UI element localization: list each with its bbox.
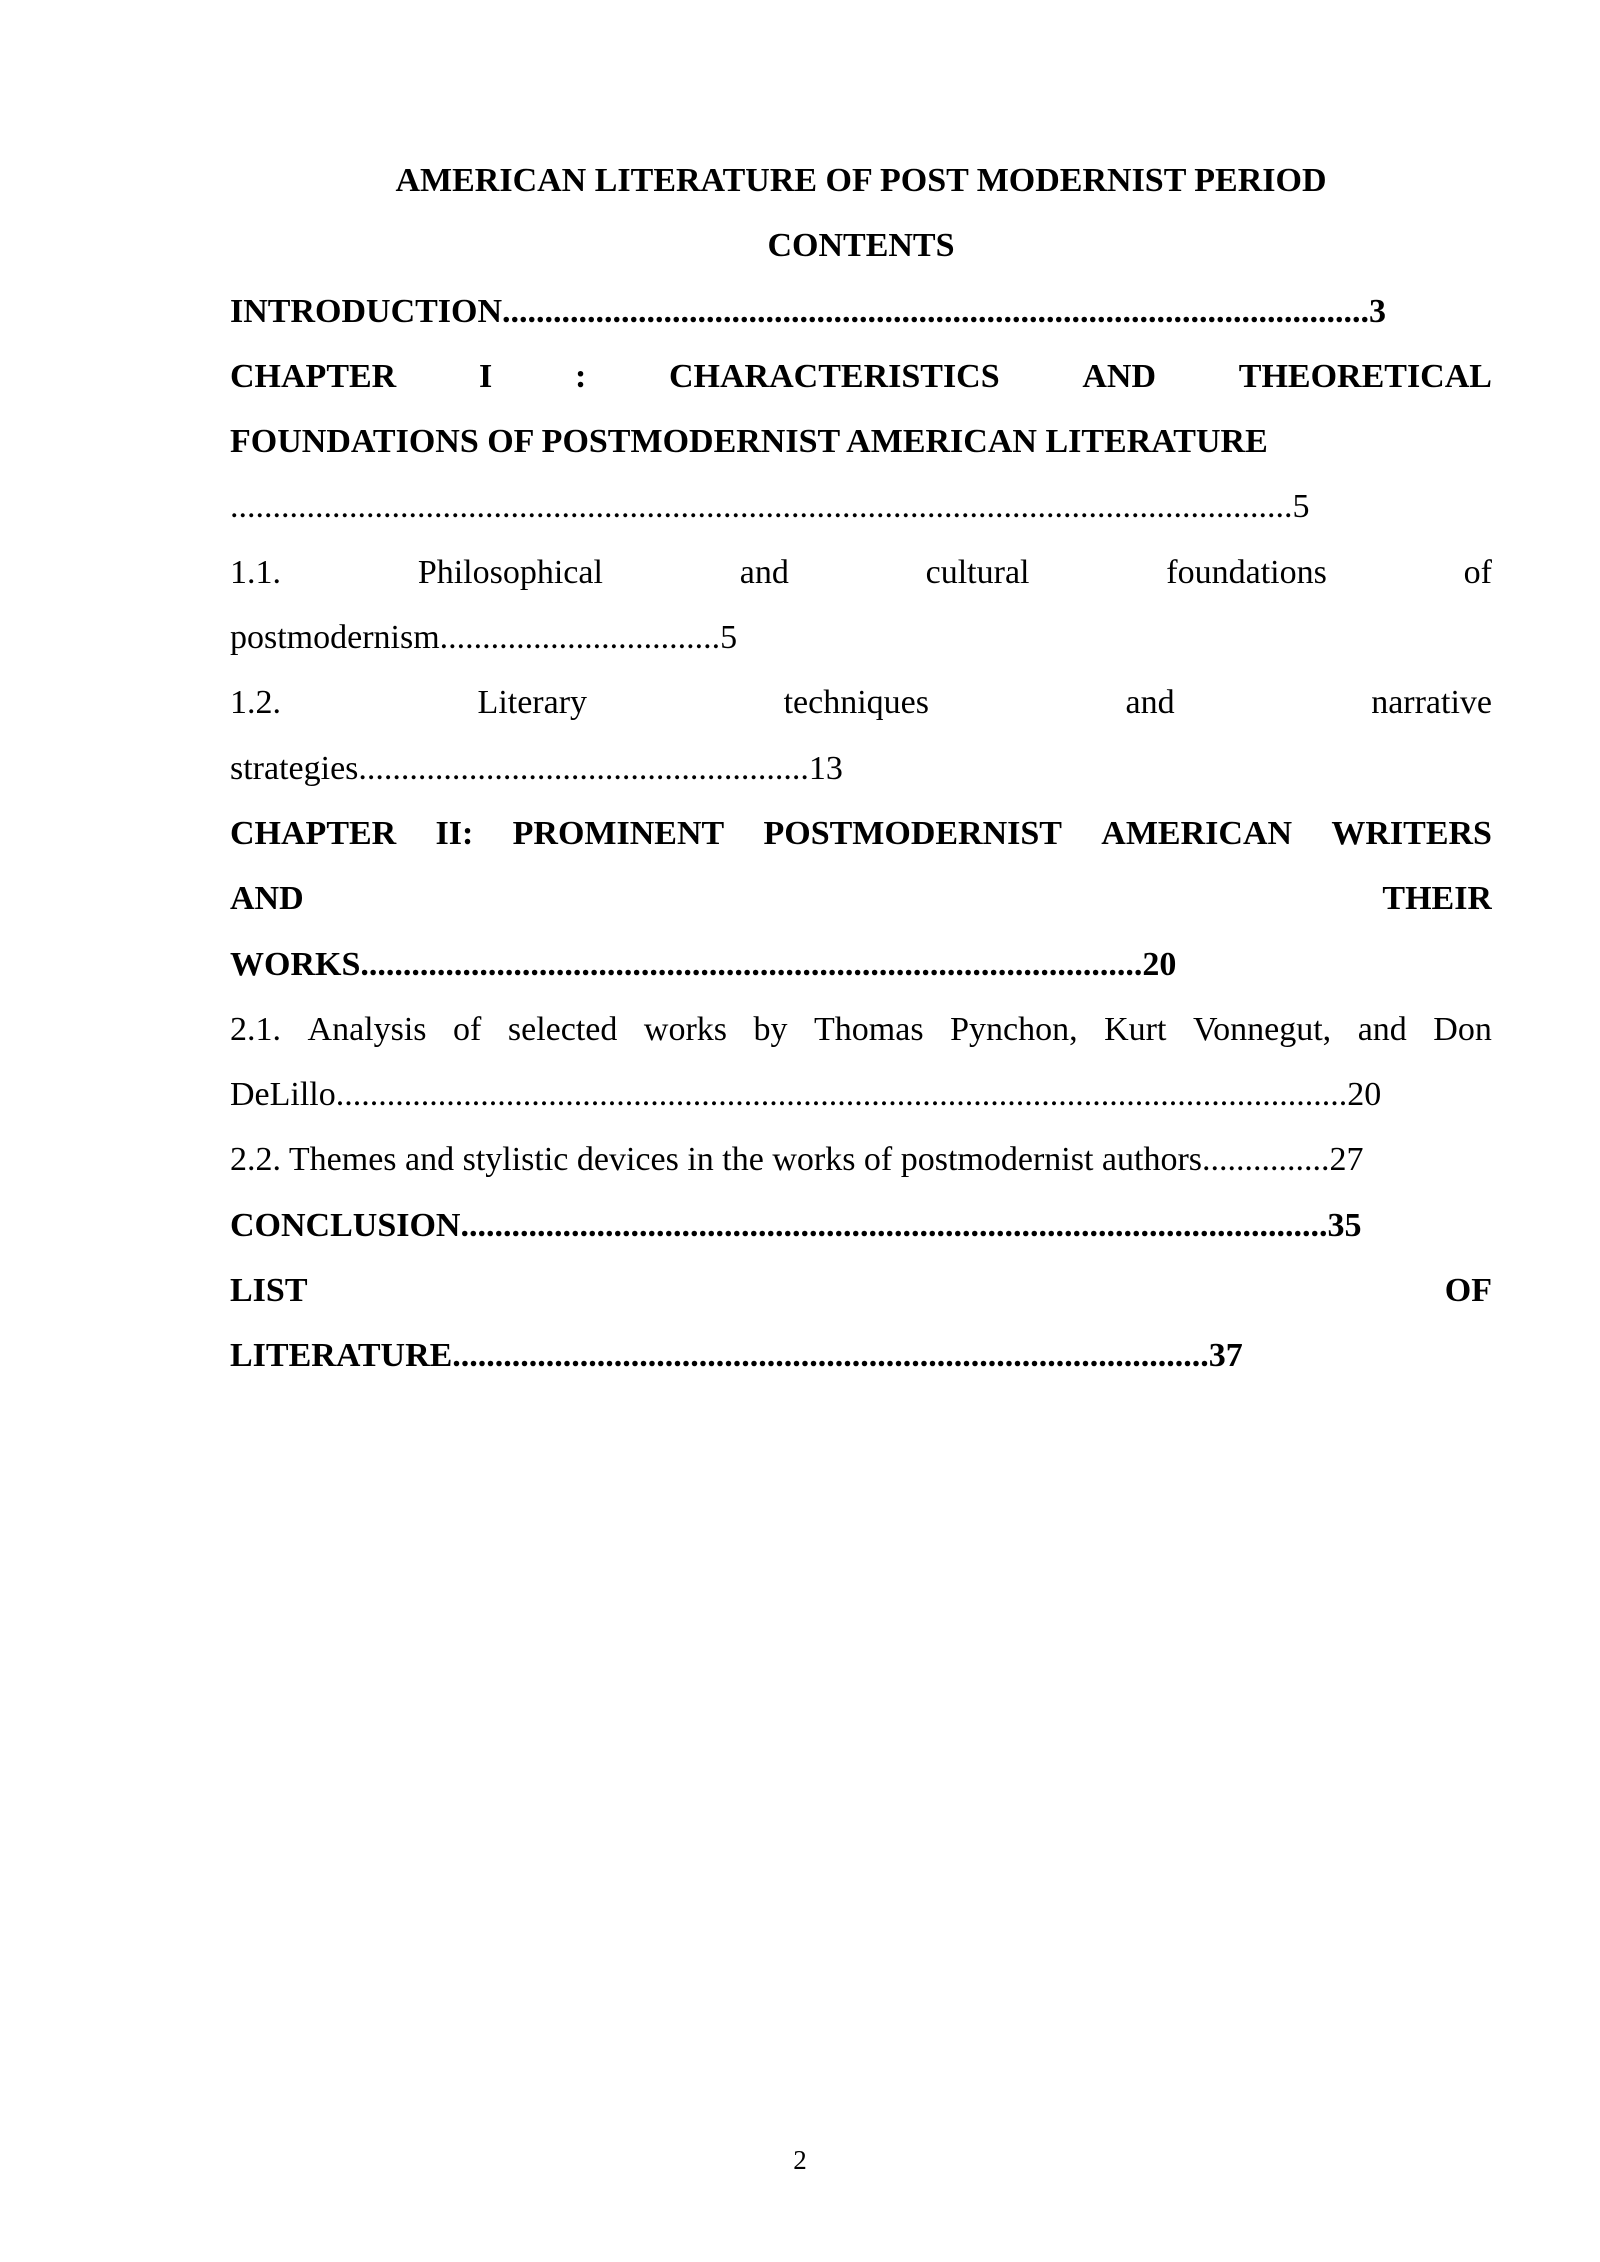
toc-entry-section-1-1-cont: postmodernism.................................5 — [230, 619, 738, 657]
toc-word: 1.1. — [230, 553, 281, 591]
toc-word: 2.1. — [230, 1010, 281, 1048]
toc-entry-chapter-2-cont — [230, 866, 1492, 931]
toc-word: CHAPTER — [230, 357, 397, 395]
toc-word: I — [478, 357, 493, 395]
toc-entry-chapter-2 — [230, 801, 1492, 866]
toc-entry-section-2-1 — [230, 997, 1492, 1062]
toc-word: : — [574, 357, 587, 395]
toc-word: selected — [507, 1010, 618, 1048]
toc-word: and — [1125, 684, 1175, 722]
toc-entry-section-2-1-cont: DeLillo.......................................................................................................................20 — [230, 1076, 1382, 1114]
toc-word: and — [739, 553, 789, 591]
toc-word: Analysis — [307, 1010, 427, 1048]
toc-word: works — [643, 1010, 727, 1048]
table-of-contents — [230, 148, 1492, 1389]
toc-word: AND — [230, 880, 304, 918]
toc-entry-list-of-literature — [230, 1258, 1492, 1323]
toc-word: Thomas — [814, 1010, 924, 1048]
toc-word: THEIR — [1382, 880, 1492, 918]
toc-entry-section-2-2: 2.2. Themes and stylistic devices in the works of postmodernist authors...............27 — [230, 1141, 1364, 1179]
toc-word: narrative — [1371, 684, 1492, 722]
toc-word: foundations — [1166, 553, 1327, 591]
contents-heading: CONTENTS — [767, 227, 955, 265]
toc-word: OF — [1444, 1272, 1492, 1310]
toc-word: Kurt — [1104, 1010, 1167, 1048]
toc-word: by — [753, 1010, 788, 1048]
toc-word: THEORETICAL — [1238, 357, 1492, 395]
toc-word: AND — [1082, 357, 1157, 395]
toc-word: Philosophical — [417, 553, 603, 591]
toc-word: Literary — [477, 684, 588, 722]
toc-word: Vonnegut, — [1192, 1010, 1332, 1048]
toc-entry-introduction: INTRODUCTION......................................................................................................3 — [230, 292, 1387, 330]
toc-word: Pynchon, — [950, 1010, 1078, 1048]
toc-word: 1.2. — [230, 684, 281, 722]
toc-word: PROMINENT — [512, 814, 725, 852]
toc-word: AMERICAN — [1101, 814, 1293, 852]
toc-entry-section-1-1 — [230, 540, 1492, 605]
toc-word: techniques — [783, 684, 929, 722]
toc-entry-chapter-1 — [230, 344, 1492, 409]
toc-word: CHAPTER — [230, 814, 397, 852]
toc-word: and — [1357, 1010, 1407, 1048]
document-title: AMERICAN LITERATURE OF POST MODERNIST PERIOD — [395, 162, 1327, 199]
toc-word: CHARACTERISTICS — [669, 357, 1000, 395]
toc-word: Don — [1433, 1010, 1492, 1048]
toc-entry-chapter-1-page: .............................................................................................................................5 — [230, 488, 1310, 526]
toc-word: II: — [435, 814, 474, 852]
toc-word: LIST — [230, 1272, 308, 1310]
toc-entry-section-1-2-cont: strategies.....................................................13 — [230, 749, 843, 787]
toc-entry-section-1-2 — [230, 670, 1492, 735]
toc-entry-chapter-1-cont: FOUNDATIONS OF POSTMODERNIST AMERICAN LITERATURE — [230, 423, 1268, 461]
toc-word: POSTMODERNIST — [763, 814, 1062, 852]
toc-entry-conclusion: CONCLUSION......................................................................................................35 — [230, 1206, 1362, 1244]
toc-word: cultural — [925, 553, 1030, 591]
toc-entry-list-of-literature-cont: LITERATURE.........................................................................................37 — [230, 1337, 1243, 1375]
toc-entry-chapter-2-page: WORKS............................................................................................20 — [230, 945, 1177, 983]
toc-word: WRITERS — [1331, 814, 1492, 852]
toc-word: of — [453, 1010, 482, 1048]
page-number: 2 — [793, 2145, 807, 2175]
toc-word: of — [1463, 553, 1492, 591]
